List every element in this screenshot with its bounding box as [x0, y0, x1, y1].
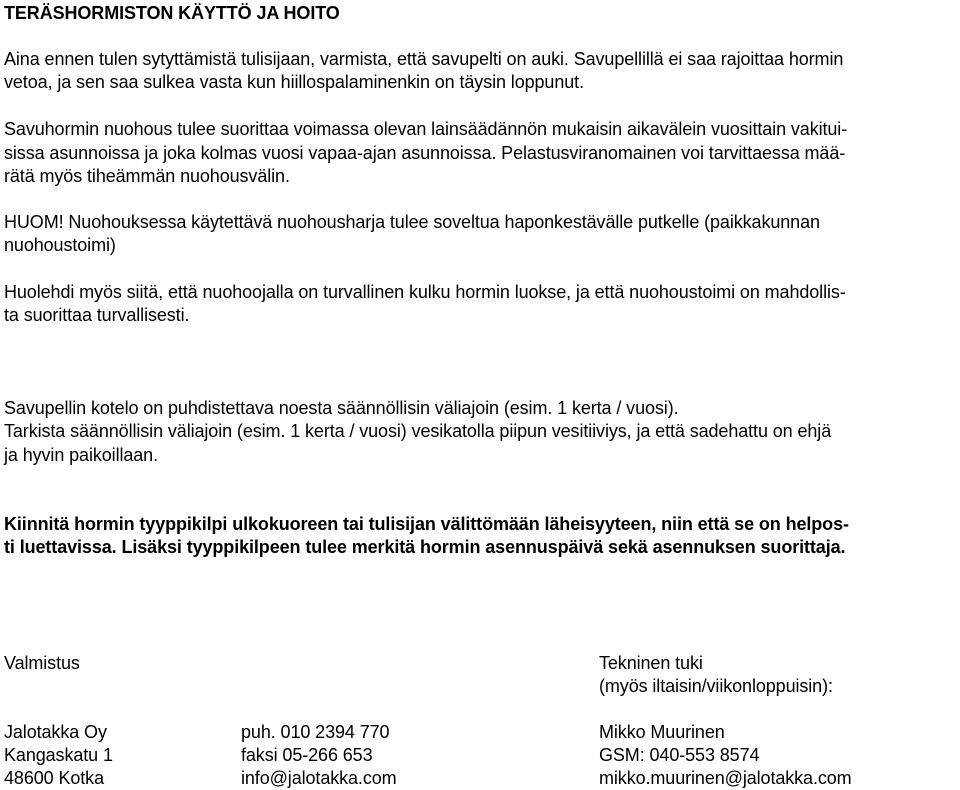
paragraph-line: rätä myös tiheämmän nuohousvälin.: [4, 166, 290, 186]
paragraph-line: ta suorittaa turvallisesti.: [4, 305, 190, 325]
paragraph-line: Aina ennen tulen sytyttämistä tulisijaan, varmista, että savupelti on auki. Savupellillä ei saa rajoittaa hormin: [4, 49, 844, 69]
document-title: TERÄSHORMISTON KÄYTTÖ JA HOITO: [4, 3, 340, 23]
paragraph-line: Huolehdi myös siitä, että nuohoojalla on turvallinen kulku hormin luokse, ja että nuohoustoimi on mahdollis-: [4, 282, 846, 302]
company-name: Jalotakka Oy: [4, 722, 107, 742]
paragraph-line: HUOM! Nuohouksessa käytettävä nuohousharja tulee soveltua haponkestävälle putkelle (paikkakunnan: [4, 212, 820, 232]
paragraph-line: Savupellin kotelo on puhdistettava noesta säännöllisin väliajoin (esim. 1 kerta / vuosi).: [4, 398, 679, 418]
contact-email: mikko.muurinen@jalotakka.com: [599, 768, 852, 788]
support-label: Tekninen tuki: [599, 653, 703, 673]
contact-name: Mikko Muurinen: [599, 722, 725, 742]
paragraph-line: Tarkista säännöllisin väliajoin (esim. 1 kerta / vuosi) vesikatolla piipun vesitiiviys, ja että sadehattu on ehjä: [4, 421, 832, 441]
company-fax: faksi 05-266 653: [241, 745, 373, 765]
company-city: 48600 Kotka: [4, 768, 104, 788]
paragraph-line: nuohoustoimi): [4, 235, 116, 255]
paragraph-line: sissa asunnoissa ja joka kolmas vuosi vapaa-ajan asunnoissa. Pelastusviranomainen voi tarvittaessa mää-: [4, 143, 846, 163]
company-phone: puh. 010 2394 770: [241, 722, 390, 742]
paragraph-line: ti luettavissa. Lisäksi tyyppikilpeen tulee merkitä hormin asennuspäivä sekä asennuksen suorittaja.: [4, 537, 846, 557]
paragraph-line: Savuhormin nuohous tulee suorittaa voimassa olevan lainsäädännön mukaisin aikavälein vuosittain vakitui-: [4, 119, 848, 139]
company-street: Kangaskatu 1: [4, 745, 113, 765]
company-email: info@jalotakka.com: [241, 768, 397, 788]
paragraph-line: ja hyvin paikoillaan.: [4, 445, 158, 465]
support-note: (myös iltaisin/viikonloppuisin):: [599, 676, 833, 696]
paragraph-line: Kiinnitä hormin tyyppikilpi ulkokuoreen tai tulisijan välittömään läheisyyteen, niin että se on helpos-: [4, 514, 849, 534]
contact-gsm: GSM: 040-553 8574: [599, 745, 760, 765]
paragraph-line: vetoa, ja sen saa sulkea vasta kun hiillospalaminenkin on täysin loppunut.: [4, 72, 584, 92]
manufacturer-label: Valmistus: [4, 653, 80, 673]
